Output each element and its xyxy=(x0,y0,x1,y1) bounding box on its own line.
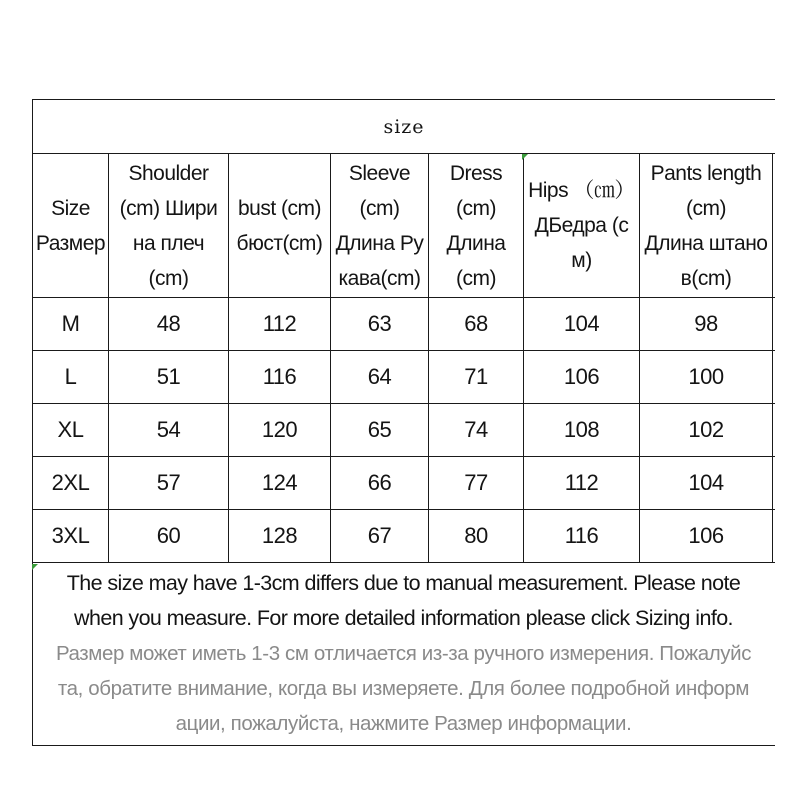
table-title: size xyxy=(383,115,425,138)
cell-hips: 112 xyxy=(564,470,599,495)
cell-size: 2XL xyxy=(51,470,90,495)
cell-dress: 80 xyxy=(464,523,488,548)
header-hips: Hips （㎝） ДБедра (с м) xyxy=(528,179,635,272)
cell-size: 3XL xyxy=(51,523,90,548)
cell-dress: 68 xyxy=(464,311,488,336)
cell-dress: 77 xyxy=(464,470,488,495)
cell-pants-length: 98 xyxy=(694,311,718,336)
table-body-bottom xyxy=(32,562,775,563)
cell-sleeve: 63 xyxy=(367,311,392,336)
cell-shoulder: 48 xyxy=(156,311,181,336)
cell-size: L xyxy=(64,364,77,389)
cell-dress: 74 xyxy=(464,417,488,442)
note-russian-line: Размер может иметь 1-3 см отличается из-за ручного измерения. Пожалуйс xyxy=(55,642,752,665)
cell-pants-length: 102 xyxy=(688,417,724,442)
cell-shoulder: 51 xyxy=(156,364,181,389)
note-russian-line: та, обратите внимание, когда вы измеряете. Для более подробной информ xyxy=(57,677,750,700)
cell-sleeve: 67 xyxy=(367,523,392,548)
cell-shoulder: 54 xyxy=(156,417,181,442)
cell-bust: 128 xyxy=(261,523,298,548)
note-english-line: when you measure. For more detailed information please click Sizing info. xyxy=(74,606,733,630)
cell-pants-length: 104 xyxy=(688,470,724,495)
cell-bust: 124 xyxy=(261,470,298,495)
cell-sleeve: 65 xyxy=(367,417,392,442)
header-size: Size Размер xyxy=(35,196,106,255)
cell-bust: 116 xyxy=(262,364,297,389)
header-bust: bust (cm) бюст(cm) xyxy=(236,196,323,255)
note-russian-line: ации, пожалуйста, нажмите Размер информации. xyxy=(175,712,632,735)
size-chart xyxy=(32,99,775,746)
cell-hips: 108 xyxy=(563,417,600,442)
cell-sleeve: 66 xyxy=(367,470,392,495)
cell-hips: 104 xyxy=(563,311,600,336)
cell-size: XL xyxy=(57,417,84,442)
cell-shoulder: 60 xyxy=(156,523,181,548)
cell-shoulder: 57 xyxy=(156,470,181,495)
cell-size: M xyxy=(61,311,80,336)
cell-hips: 106 xyxy=(563,364,600,389)
header-sleeve: Sleeve (cm) Длина Ру кава(cm) xyxy=(335,161,424,290)
header-pants-length: Pants length (cm) Длина штано в(cm) xyxy=(644,161,768,290)
cell-pants-length: 100 xyxy=(688,364,724,389)
cell-sleeve: 64 xyxy=(367,364,392,389)
table-border-bottom xyxy=(32,745,775,746)
header-shoulder: Shoulder (cm) Шири на плеч (cm) xyxy=(119,161,218,290)
cell-bust: 112 xyxy=(262,311,297,336)
header-dress: Dress (cm) Длина (cm) xyxy=(446,161,506,290)
note-english-line: The size may have 1-3cm differs due to manual measurement. Please note xyxy=(66,571,741,595)
cell-dress: 71 xyxy=(464,364,488,389)
column-divider xyxy=(772,153,773,563)
cell-hips: 116 xyxy=(564,523,599,548)
cell-bust: 120 xyxy=(261,417,298,442)
cell-pants-length: 106 xyxy=(688,523,724,548)
